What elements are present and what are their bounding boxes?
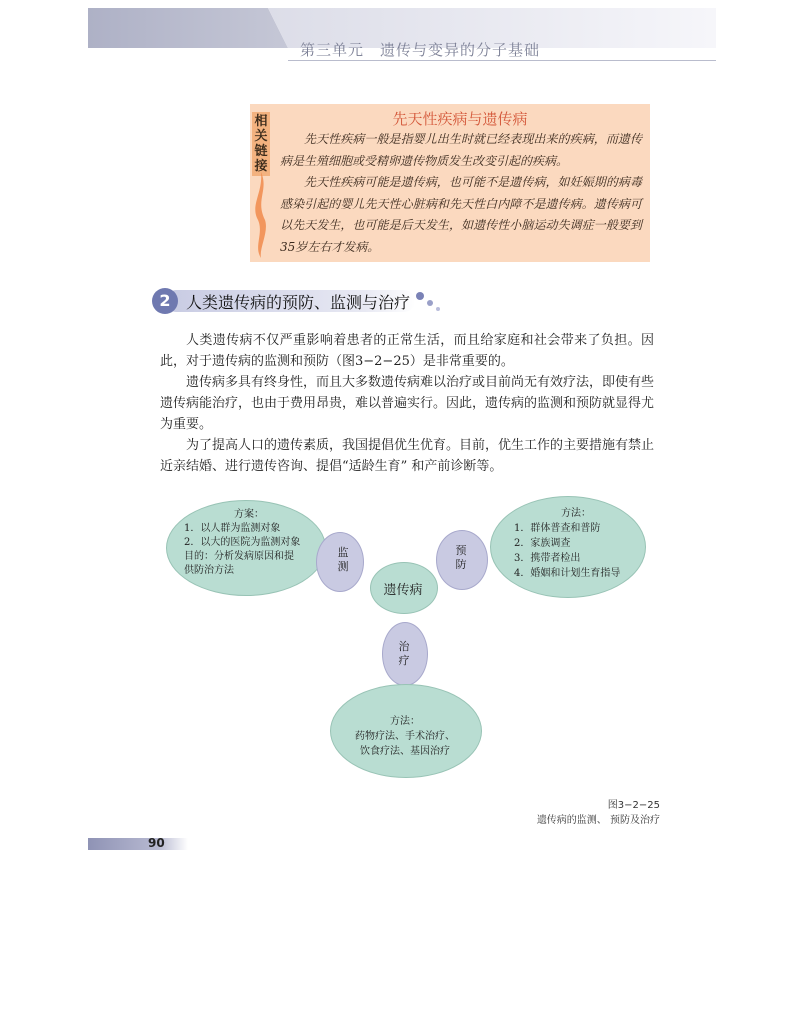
body-paragraph: 人类遗传病不仅严重影响着患者的正常生活，而且给家庭和社会带来了负担。因此，对于遗传病的监测和预防（图3−2−25）是非常重要的。 — [160, 333, 654, 369]
flame-icon — [251, 170, 271, 260]
header-rule — [288, 60, 716, 61]
treat-methods-heading: 方法： — [390, 716, 420, 727]
treat-label: 治疗 — [398, 640, 410, 667]
figure-number: 图3−2−25 — [607, 800, 660, 811]
page-number: 90 — [148, 836, 165, 850]
monitor-plan-line: 供防治方法 — [184, 565, 234, 576]
prevent-methods-line: 2．家族调查 — [514, 538, 571, 549]
monitor-plan-heading: 方案： — [234, 509, 264, 520]
prevent-methods-line: 4．婚姻和计划生育指导 — [514, 568, 621, 579]
body-paragraph: 为了提高人口的遗传素质，我国提倡优生优育。目前，优生工作的主要措施有禁止近亲结婚、进行遗传咨询、提倡“适龄生育” 和产前诊断等。 — [160, 438, 655, 474]
prevent-methods-line: 3．携带者检出 — [514, 553, 581, 564]
figure-caption-text: 遗传病的监测、 预防及治疗 — [536, 815, 660, 826]
treat-methods-line: 药物疗法、手术治疗、 — [355, 731, 455, 742]
monitor-plan-line: 2．以大的医院为监测对象 — [184, 537, 301, 548]
center-label: 遗传病 — [383, 583, 423, 598]
treat-methods-text — [340, 714, 470, 759]
monitor-label: 监测 — [337, 546, 349, 573]
monitor-plan-line: 1．以人群为监测对象 — [184, 523, 281, 534]
related-link-tab: 相关链接 — [252, 112, 270, 176]
treat-methods-line: 饮食疗法、基因治疗 — [360, 746, 450, 757]
page-number-band — [88, 838, 188, 850]
body-text — [160, 330, 654, 477]
prevent-methods-text — [514, 506, 638, 581]
section-number: 2 — [152, 288, 178, 314]
unit-title: 第三单元 遗传与变异的分子基础 — [300, 41, 541, 59]
prevent-methods-line: 1．群体普查和普防 — [514, 523, 601, 534]
monitor-plan-line: 目的：分析发病原因和提 — [184, 551, 294, 562]
related-link-body — [280, 129, 642, 258]
section-title: 人类遗传病的预防、监测与治疗 — [186, 293, 411, 312]
figure-caption — [500, 798, 660, 828]
body-paragraph: 遗传病多具有终身性，而且大多数遗传病难以治疗或目前尚无有效疗法，即使有些遗传病能治疗，也由于费用昂贵，难以普遍实行。因此，遗传病的监测和预防就显得尤为重要。 — [160, 375, 655, 432]
monitor-plan-text — [184, 508, 314, 578]
related-link-paragraph: 先天性疾病一般是指婴儿出生时就已经表现出来的疾病，而遗传病是生殖细胞或受精卵遗传物质发生改变引起的疾病。 — [280, 132, 642, 168]
related-link-paragraph: 先天性疾病可能是遗传病，也可能不是遗传病，如妊娠期的病毒感染引起的婴儿先天性心脏病和先天性白内障不是遗传病。遗传病可以先天发生，也可能是后天发生，如遗传性小脑运动失调症一般要到35岁左右才发病。 — [280, 175, 642, 254]
related-link-title: 先天性疾病与遗传病 — [392, 110, 528, 128]
prevent-label: 预防 — [455, 544, 467, 571]
prevent-methods-heading: 方法： — [561, 508, 591, 519]
genetic-disease-diagram — [160, 488, 660, 788]
